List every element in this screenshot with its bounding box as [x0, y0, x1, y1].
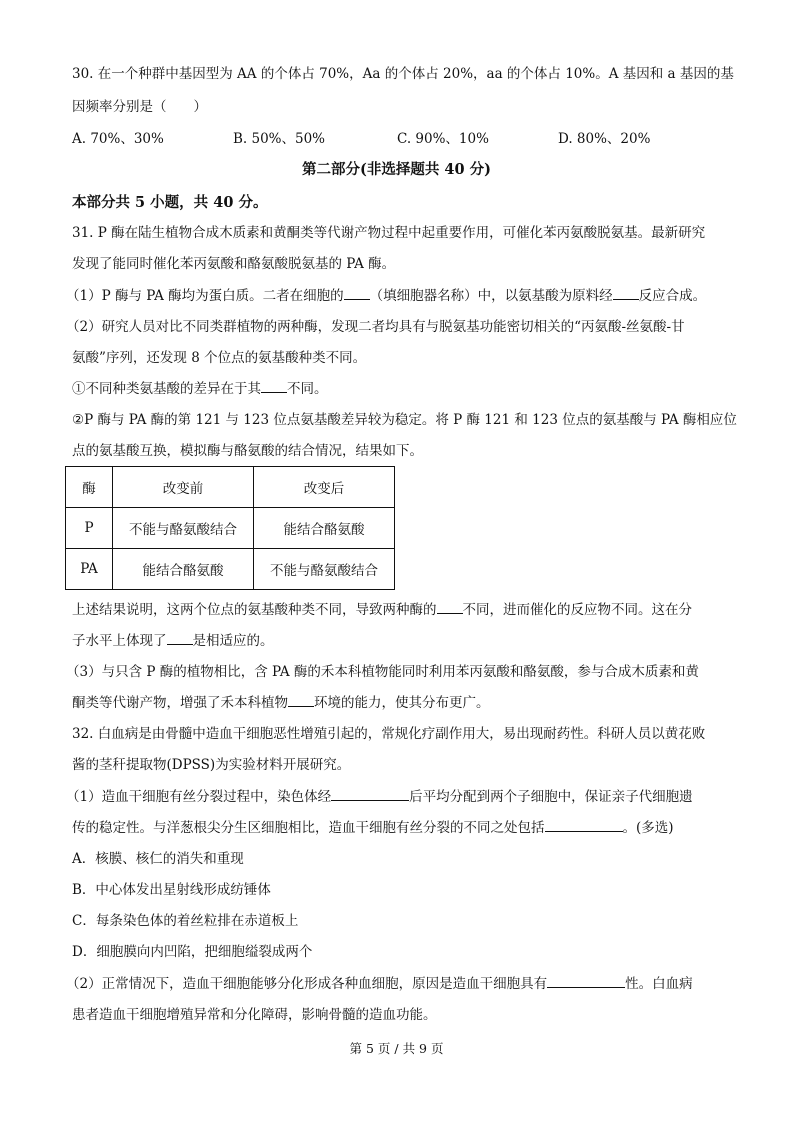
table-header-cell: 酶	[66, 467, 113, 508]
q32-part2-text-a: （2）正常情况下，造血干细胞能够分化形成各种血细胞，原因是造血干细胞具有	[66, 976, 548, 992]
q32-choice-c[interactable]: C．每条染色体的着丝粒排在赤道板上	[72, 913, 299, 929]
page-number: 第 5 页 / 共 9 页	[349, 1041, 444, 1056]
q31-part1-text-c: 反应合成。	[638, 288, 707, 304]
q30-stem-line2: 因频率分别是（ ）	[72, 99, 207, 115]
q32-choice-b[interactable]: B．中心体发出星射线形成纺锤体	[72, 882, 271, 898]
table-cell: 能结合酪氨酸	[254, 508, 395, 549]
q31-sub2-line2: 点的氨基酸互换，模拟酶与酪氨酸的结合情况，结果如下。	[72, 443, 423, 459]
q31-result-line2	[72, 631, 274, 651]
q31-result2-text-b: 是相适应的。	[192, 633, 274, 649]
q31-sub1-blank[interactable]	[261, 380, 287, 393]
q31-intro-line2: 发现了能同时催化苯丙氨酸和酪氨酸脱氨基的 PA 酶。	[72, 256, 396, 272]
table-row	[66, 549, 395, 590]
q32-part1-text-a: （1）造血干细胞有丝分裂过程中，染色体经	[66, 789, 332, 805]
table-header-cell: 改变前	[113, 467, 254, 508]
q31-part1-blank-1[interactable]	[344, 287, 370, 300]
q32-choice-a[interactable]: A．核膜、核仁的消失和重现	[72, 851, 244, 867]
q32-part1-blank-2[interactable]	[545, 819, 623, 832]
q30-stem-line1: 30. 在一个种群中基因型为 AA 的个体占 70%，Aa 的个体占 20%，aa 的个体占 10%。A 基因和 a 基因的基	[72, 66, 734, 82]
q31-part1	[66, 286, 706, 306]
q32-part2-text-b: 性。白血病	[625, 976, 693, 992]
q30-option-a[interactable]: A. 70%、30%	[72, 131, 164, 147]
q31-part3-text-a: 酮类等代谢产物，增强了禾本科植物	[72, 695, 288, 711]
q32-intro-line1: 32. 白血病是由骨髓中造血干细胞恶性增殖引起的，常规化疗副作用大，易出现耐药性。科研人员以黄花败	[72, 726, 706, 742]
table-cell: 不能与酪氨酸结合	[254, 549, 395, 590]
q31-sub1	[72, 379, 328, 399]
q31-intro-line1: 31. P 酶在陆生植物合成木质素和黄酮类等代谢产物过程中起重要作用，可催化苯丙氨酸脱氨基。最新研究	[72, 225, 706, 241]
table-header-row	[66, 467, 395, 508]
q30-option-b[interactable]: B. 50%、50%	[233, 131, 326, 147]
q32-part1-line1	[66, 787, 693, 807]
q31-part2-line1: （2）研究人员对比不同类群植物的两种酶，发现二者均具有与脱氨基功能密切相关的“丙氨酸-丝氨酸-甘	[66, 319, 685, 335]
q31-result-line1	[72, 600, 692, 620]
q31-result-blank-2[interactable]	[167, 632, 193, 645]
q30-option-c[interactable]: C. 90%、10%	[397, 131, 489, 147]
q31-part1-blank-2[interactable]	[613, 287, 639, 300]
table-cell: 能结合酪氨酸	[113, 549, 254, 590]
q32-intro-line2: 酱的茎秆提取物(DPSS)为实验材料开展研究。	[72, 757, 351, 773]
q31-result-blank-1[interactable]	[437, 601, 463, 614]
q32-part1-text-d: 。(多选)	[622, 820, 674, 836]
q31-result-text-a: 上述结果说明，这两个位点的氨基酸种类不同，导致两种酶的	[72, 602, 437, 618]
table-header-cell: 改变后	[254, 467, 395, 508]
q32-part2-line1	[66, 974, 693, 994]
q31-part3-line2	[72, 693, 490, 713]
q32-part1-blank-1[interactable]	[331, 788, 409, 801]
q32-choice-d[interactable]: D．细胞膜向内凹陷，把细胞缢裂成两个	[72, 944, 313, 960]
table-row	[66, 508, 395, 549]
q31-sub1-text-a: ①不同种类氨基酸的差异在于其	[72, 381, 261, 397]
q32-part1-text-b: 后平均分配到两个子细胞中，保证亲子代细胞遗	[409, 789, 693, 805]
section-subtitle: 本部分共 5 小题，共 40 分。	[72, 194, 268, 211]
q31-sub1-text-b: 不同。	[287, 381, 328, 397]
q31-part1-text-b: （填细胞器名称）中，以氨基酸为原料经	[369, 288, 613, 304]
q31-part2-line2: 氨酸”序列，还发现 8 个位点的氨基酸种类不同。	[72, 350, 367, 366]
q31-sub2-line1: ②P 酶与 PA 酶的第 121 与 123 位点氨基酸差异较为稳定。将 P 酶 121 和 123 位点的氨基酸与 PA 酶相应位	[72, 412, 737, 428]
table-cell: 不能与酪氨酸结合	[113, 508, 254, 549]
q31-part3-text-b: 环境的能力，使其分布更广。	[314, 695, 490, 711]
enzyme-binding-table	[65, 466, 395, 590]
q31-part1-text-a: （1）P 酶与 PA 酶均为蛋白质。二者在细胞的	[66, 288, 344, 304]
q31-part3-blank[interactable]	[288, 694, 314, 707]
q30-option-d[interactable]: D. 80%、20%	[558, 131, 651, 147]
section-title: 第二部分(非选择题共 40 分)	[302, 161, 491, 178]
q32-part2-line2: 患者造血干细胞增殖异常和分化障碍，影响骨髓的造血功能。	[72, 1007, 437, 1023]
q32-part1-line2	[72, 818, 674, 838]
q31-result-text-b: 不同，进而催化的反应物不同。这在分	[462, 602, 692, 618]
q31-result2-text-a: 子水平上体现了	[72, 633, 167, 649]
table-cell: PA	[66, 549, 113, 590]
q32-part1-text-c: 传的稳定性。与洋葱根尖分生区细胞相比，造血干细胞有丝分裂的不同之处包括	[72, 820, 545, 836]
q30-options	[72, 129, 732, 149]
table-cell: P	[66, 508, 113, 549]
q32-part2-blank[interactable]	[547, 975, 625, 988]
q31-part3-line1: （3）与只含 P 酶的植物相比，含 PA 酶的禾本科植物能同时利用苯丙氨酸和酪氨酸，参与合成木质素和黄	[66, 664, 699, 680]
